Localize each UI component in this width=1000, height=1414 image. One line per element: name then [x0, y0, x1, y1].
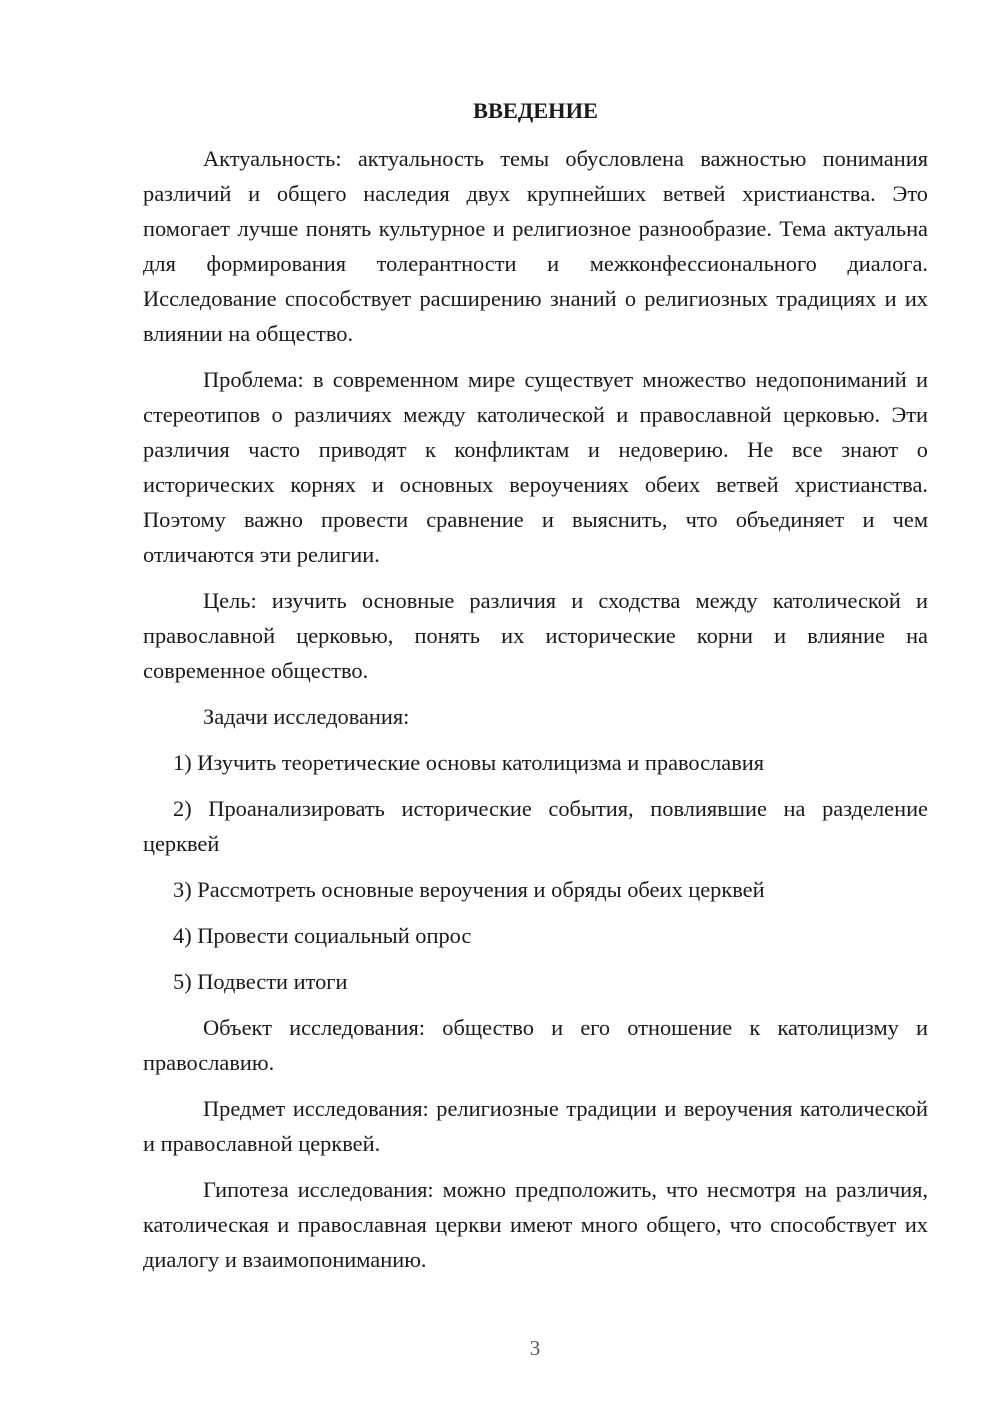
subject-paragraph: Предмет исследования: религиозные традиции и вероучения католической и православной церквей.: [143, 1096, 928, 1156]
page-number: 3: [529, 1336, 541, 1360]
section-title: ВВЕДЕНИЕ: [473, 98, 598, 123]
problem-paragraph: Проблема: в современном мире существует множество недопониманий и стереотипов о различиях между католической и православной церковью. Эти различия часто приводят к конфликтам и недоверию. Не все знают о исторических корнях и основных вероучениях обеих ветвей христианства. Поэтому важно провести сравнение и выяснить, что объединяет и чем отличаются эти религии.: [143, 367, 928, 567]
relevance-paragraph: Актуальность: актуальность темы обусловлена важностью понимания различий и общего наследия двух крупнейших ветвей христианства. Это помогает лучше понять культурное и религиозное разнообразие. Тема актуальна для формирования толерантности и межконфессионального диалога. Исследование способствует расширению знаний о религиозных традициях и их влиянии на общество.: [143, 146, 928, 346]
task-item: 4) Провести социальный опрос: [173, 923, 472, 948]
page-content: [143, 93, 928, 1288]
task-item: 1) Изучить теоретические основы католицизма и православия: [173, 750, 765, 775]
goal-paragraph: Цель: изучить основные различия и сходства между католической и православной церковью, понять их исторические корни и влияние на современное общество.: [143, 588, 928, 683]
hypothesis-paragraph: Гипотеза исследования: можно предположить, что несмотря на различия, католическая и православная церкви имеют много общего, что способствует их диалогу и взаимопониманию.: [143, 1177, 928, 1272]
task-item: 5) Подвести итоги: [173, 969, 348, 994]
task-item: 3) Рассмотреть основные вероучения и обряды обеих церквей: [173, 877, 765, 902]
object-paragraph: Объект исследования: общество и его отношение к католицизму и православию.: [143, 1015, 928, 1075]
task-item: 2) Проанализировать исторические события, повлиявшие на разделение церквей: [143, 796, 928, 856]
tasks-heading: Задачи исследования:: [203, 704, 410, 729]
page-number-container: [0, 1334, 1000, 1362]
